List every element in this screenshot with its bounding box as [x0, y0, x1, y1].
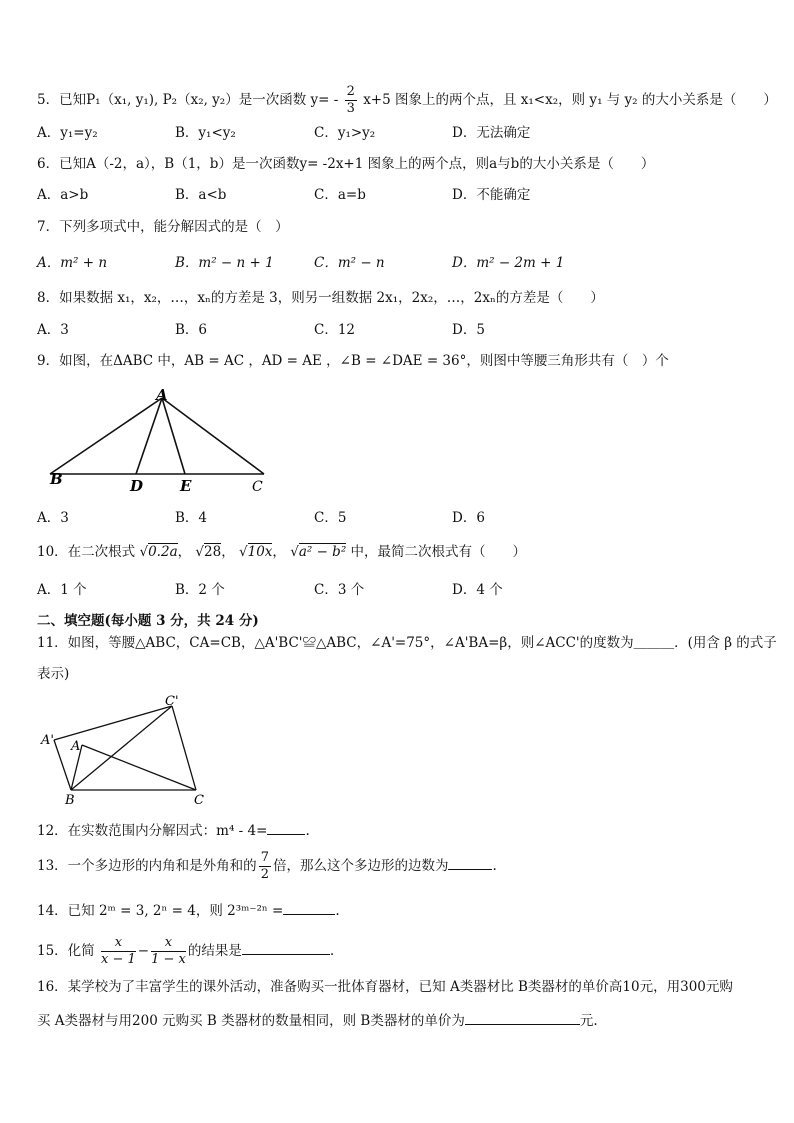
q5-frac-den: 3: [346, 101, 355, 116]
q15-f1-num: x: [101, 935, 136, 952]
q11-label-c: C: [194, 793, 204, 808]
q13-prefix: 13．一个多边形的内角和是外角和的: [37, 858, 257, 874]
q7-option-b: B．m² − n + 1: [175, 255, 274, 271]
q7-option-c: C．m² − n: [314, 255, 385, 271]
q13-answer-blank[interactable]: [448, 855, 492, 870]
q7-option-d: D．m² − 2m + 1: [452, 255, 565, 271]
q10-root-4: √a² − b²: [290, 544, 347, 560]
question-12: [37, 820, 310, 840]
q10-root-2: √28: [195, 544, 222, 560]
q9-label-b: B: [50, 470, 63, 488]
question-16-line-2: [37, 1010, 598, 1030]
q9-label-d: D: [130, 477, 144, 494]
q10-prefix: 10．在二次根式: [37, 544, 136, 560]
q10-root-3: √10x: [239, 544, 273, 560]
q6-option-b: B．a<b: [175, 187, 227, 203]
q8-option-d: D．5: [452, 322, 485, 338]
q5-option-a: A．y₁=y₂: [37, 125, 98, 141]
q16-line2-text: 买 A类器材与用200 元购买 B 类器材的数量相同，则 B类器材的单价为: [37, 1013, 465, 1029]
q9-option-b: B．4: [175, 510, 208, 526]
q11-label-b: B: [65, 793, 75, 808]
q9-label-a: A: [156, 386, 168, 404]
q14-end: .: [335, 903, 340, 919]
question-8: 8．如果数据 x₁，x₂，…，xₙ的方差是 3，则另一组数据 2x₁，2x₂，…，2xₙ的方差是（ ）: [37, 290, 604, 306]
q5-option-b: B．y₁<y₂: [175, 125, 236, 141]
question-11-line-1: 11．如图，等腰△ABC，CA=CB，△A'BC'≌△ABC，∠A'=75°，∠A'BA=β，则∠ACC'的度数为＿＿＿．(用含 β 的式子: [37, 635, 777, 651]
q11-triangle-figure: [38, 693, 218, 808]
q5-option-c: C．y₁>y₂: [314, 125, 376, 141]
q5-suffix: x+5 图象上的两个点，且 x₁<x₂，则 y₁ 与 y₂ 的大小关系是（ ）: [363, 92, 777, 108]
q5-frac-num: 2: [346, 84, 355, 99]
q13-end: .: [492, 858, 497, 874]
q14-text: 14．已知 2ᵐ = 3, 2ⁿ = 4，则 2³ᵐ⁻²ⁿ =: [37, 903, 284, 919]
q15-f2-den: 1 − x: [151, 952, 186, 967]
q10-root-1: √0.2a: [139, 544, 178, 560]
section-fill-in-blank-heading: 二、填空题(每小题 3 分，共 24 分): [37, 613, 259, 629]
q6-option-c: C．a=b: [314, 187, 366, 203]
question-7: 7．下列多项式中，能分解因式的是（ ）: [37, 219, 289, 235]
q6-option-a: A．a>b: [37, 187, 89, 203]
q5-fraction: [345, 84, 357, 117]
q9-label-e: E: [180, 477, 192, 494]
q9-triangle-figure: [40, 384, 280, 494]
q10-option-a: A．1 个: [37, 582, 87, 598]
q10-option-c: C．3 个: [314, 582, 365, 598]
question-10: 10．在二次根式 √0.2a， √28， √10x， √a² − b² 中，最简二次根式有（ ）: [37, 544, 527, 560]
q13-frac-num: 7: [260, 850, 269, 865]
question-11-line-2: 表示): [37, 666, 70, 682]
q10-option-d: D．4 个: [452, 582, 503, 598]
q10-suffix: 中，最简二次根式有（ ）: [350, 544, 527, 560]
q9-option-a: A．3: [37, 510, 69, 526]
q13-suffix: 倍，那么这个多边形的边数为: [272, 858, 449, 874]
q13-frac-den: 2: [260, 867, 269, 882]
q12-answer-blank[interactable]: [267, 820, 305, 835]
q15-f1-den: x − 1: [100, 952, 136, 967]
q8-option-b: B．6: [175, 322, 208, 338]
q15-end: .: [329, 943, 335, 959]
q14-answer-blank[interactable]: [283, 900, 335, 915]
question-5: [37, 84, 777, 117]
q11-label-a: A: [71, 739, 81, 754]
q9-label-c: C: [252, 479, 263, 494]
q9-option-d: D．6: [452, 510, 485, 526]
q11-label-a-prime: A': [41, 733, 54, 748]
question-6: 6．已知A（-2，a），B（1，b）是一次函数y= -2x+1 图象上的两个点，则a与b的大小关系是（ ）: [37, 156, 655, 172]
q5-prefix: 5．已知P₁（x₁, y₁), P₂（x₂, y₂）是一次函数 y= -: [37, 92, 339, 108]
q9-option-c: C．5: [314, 510, 347, 526]
q16-answer-blank[interactable]: [465, 1010, 580, 1025]
q15-answer-blank[interactable]: [242, 940, 330, 955]
question-13: [37, 850, 497, 883]
q15-suffix: 的结果是: [187, 943, 242, 959]
question-15: [37, 935, 334, 968]
q10-option-b: B．2 个: [175, 582, 225, 598]
q5-option-d: D．无法确定: [452, 125, 531, 141]
q15-prefix: 15．化简: [37, 943, 95, 959]
q12-text: 12．在实数范围内分解因式：m⁴ - 4=: [37, 823, 268, 839]
q15-fraction-1: [101, 935, 136, 968]
q16-end: 元.: [579, 1013, 598, 1029]
q6-option-d: D．不能确定: [452, 187, 531, 203]
q7-option-a: A．m² + n: [37, 255, 108, 271]
q8-option-a: A．3: [37, 322, 69, 338]
q15-fraction-2: [151, 935, 186, 968]
q12-end: .: [305, 823, 310, 839]
question-16-line-1: 16．某学校为了丰富学生的课外活动，准备购买一批体育器材，已知 A类器材比 B类器材的单价高10元，用300元购: [37, 979, 733, 995]
q11-label-c-prime: C': [165, 694, 179, 709]
question-14: [37, 900, 340, 920]
q15-f2-num: x: [151, 935, 186, 952]
q13-fraction: [259, 850, 271, 883]
question-9: 9．如图，在ΔABC 中，AB = AC ，AD = AE ，∠B = ∠DAE = 36°，则图中等腰三角形共有（ ）个: [37, 353, 669, 369]
q15-minus: −: [137, 943, 150, 959]
q8-option-c: C．12: [314, 322, 356, 338]
